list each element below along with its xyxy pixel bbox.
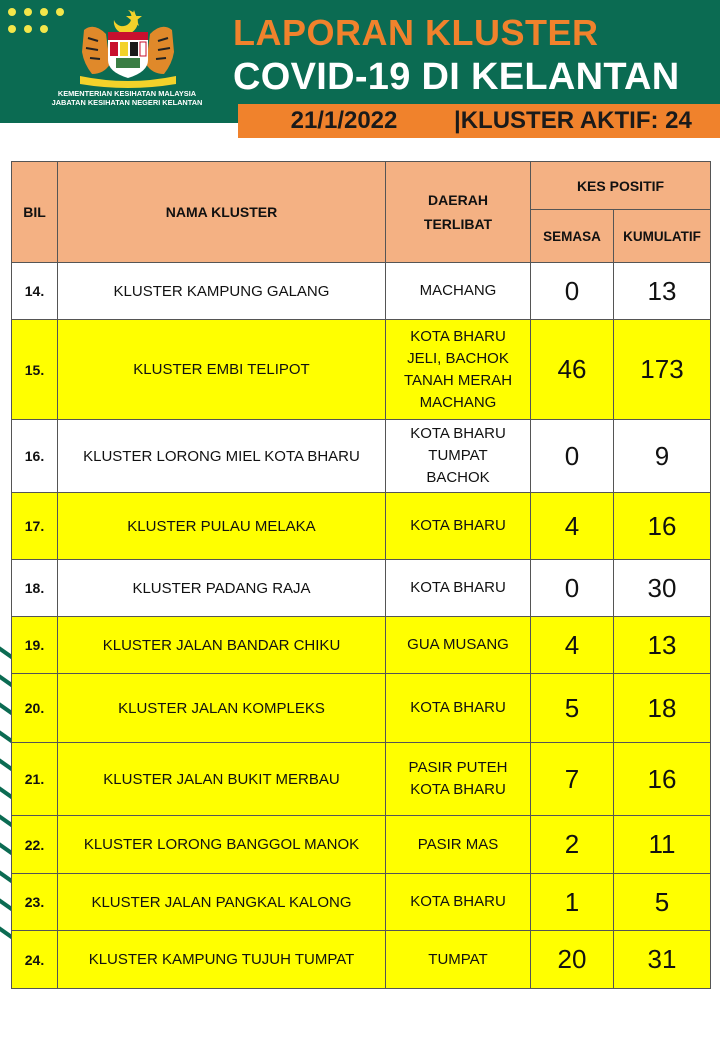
table-row xyxy=(12,560,711,617)
row-districts xyxy=(386,743,531,816)
header-nama-kluster: NAMA KLUSTER xyxy=(58,162,386,263)
row-district: BACHOK xyxy=(426,469,490,486)
row-bil: 24. xyxy=(12,931,58,989)
row-district: JELI, BACHOK xyxy=(407,349,509,367)
row-districts xyxy=(386,560,531,617)
row-semasa: 5 xyxy=(531,674,614,743)
row-cluster-name: KLUSTER EMBI TELIPOT xyxy=(58,320,386,420)
table-row xyxy=(12,617,711,674)
row-kumulatif: 13 xyxy=(614,617,711,674)
decor-dot xyxy=(24,25,32,33)
ministry-name xyxy=(24,89,230,107)
table-row xyxy=(12,743,711,816)
row-bil: 19. xyxy=(12,617,58,674)
row-district: KOTA BHARU xyxy=(410,517,506,534)
decor-dot xyxy=(8,8,16,16)
row-kumulatif: 16 xyxy=(614,743,711,816)
row-kumulatif: 18 xyxy=(614,674,711,743)
row-kumulatif: 173 xyxy=(614,320,711,420)
row-kumulatif: 30 xyxy=(614,560,711,617)
row-bil: 17. xyxy=(12,493,58,560)
row-bil: 18. xyxy=(12,560,58,617)
row-semasa: 0 xyxy=(531,420,614,493)
row-cluster-name: KLUSTER LORONG MIEL KOTA BHARU xyxy=(58,420,386,493)
row-district: KOTA BHARU xyxy=(410,579,506,596)
row-cluster-name: KLUSTER PADANG RAJA xyxy=(58,560,386,617)
row-districts xyxy=(386,874,531,931)
row-bil: 16. xyxy=(12,420,58,493)
header-daerah-line-1: DAERAH xyxy=(428,192,488,208)
row-districts xyxy=(386,931,531,989)
row-cluster-name: KLUSTER LORONG BANGGOL MANOK xyxy=(58,816,386,874)
decor-dot xyxy=(56,8,64,16)
row-districts xyxy=(386,493,531,560)
decor-dot xyxy=(40,25,48,33)
row-district: MACHANG xyxy=(419,393,497,411)
row-bil: 14. xyxy=(12,263,58,320)
report-date: 21/1/2022 xyxy=(290,107,398,134)
row-cluster-name: KLUSTER JALAN PANGKAL KALONG xyxy=(58,874,386,931)
header-bil: BIL xyxy=(12,162,58,263)
row-districts xyxy=(386,420,531,493)
row-semasa: 7 xyxy=(531,743,614,816)
row-district: PASIR MAS xyxy=(417,835,499,853)
row-semasa: 4 xyxy=(531,493,614,560)
header-semasa: SEMASA xyxy=(531,210,614,263)
row-semasa: 0 xyxy=(531,263,614,320)
row-semasa: 4 xyxy=(531,617,614,674)
table-row xyxy=(12,263,711,320)
row-bil: 20. xyxy=(12,674,58,743)
row-kumulatif: 9 xyxy=(614,420,711,493)
row-bil: 22. xyxy=(12,816,58,874)
row-districts xyxy=(386,816,531,874)
decor-dot xyxy=(8,25,16,33)
row-districts xyxy=(386,263,531,320)
active-cluster-badge xyxy=(450,104,720,138)
row-district: TUMPAT xyxy=(428,447,488,464)
cluster-table xyxy=(11,161,711,989)
row-kumulatif: 16 xyxy=(614,493,711,560)
row-cluster-name: KLUSTER JALAN KOMPLEKS xyxy=(58,674,386,743)
row-semasa: 46 xyxy=(531,320,614,420)
row-cluster-name: KLUSTER JALAN BUKIT MERBAU xyxy=(58,743,386,816)
row-semasa: 0 xyxy=(531,560,614,617)
table-row xyxy=(12,816,711,874)
row-district: MACHANG xyxy=(419,282,497,299)
row-cluster-name: KLUSTER PULAU MELAKA xyxy=(58,493,386,560)
row-bil: 15. xyxy=(12,320,58,420)
row-kumulatif: 11 xyxy=(614,816,711,874)
coat-of-arms-icon xyxy=(70,6,186,88)
row-district: KOTA BHARU xyxy=(410,893,506,910)
table-row xyxy=(12,874,711,931)
row-district: PASIR PUTEH xyxy=(408,759,508,776)
page-title-line-2: COVID-19 DI KELANTAN xyxy=(233,56,680,98)
row-districts xyxy=(386,617,531,674)
row-semasa: 2 xyxy=(531,816,614,874)
table-row xyxy=(12,320,711,420)
date-badge xyxy=(238,104,450,138)
row-districts xyxy=(386,674,531,743)
row-bil: 21. xyxy=(12,743,58,816)
header-daerah-line-2: TERLIBAT xyxy=(423,216,493,232)
ministry-line-2: JABATAN KESIHATAN NEGERI KELANTAN xyxy=(51,98,203,107)
row-district: KOTA BHARU xyxy=(410,699,506,716)
row-kumulatif: 5 xyxy=(614,874,711,931)
ministry-line-1: KEMENTERIAN KESIHATAN MALAYSIA xyxy=(57,89,197,98)
table-row xyxy=(12,420,711,493)
row-cluster-name: KLUSTER KAMPUNG GALANG xyxy=(58,263,386,320)
row-cluster-name: KLUSTER JALAN BANDAR CHIKU xyxy=(58,617,386,674)
page-title-line-1: LAPORAN KLUSTER xyxy=(233,12,599,53)
row-bil: 23. xyxy=(12,874,58,931)
table-row xyxy=(12,931,711,989)
row-district: KOTA BHARU xyxy=(410,781,506,798)
decor-dot xyxy=(40,8,48,16)
row-district: TUMPAT xyxy=(428,950,488,968)
row-district: KOTA BHARU xyxy=(410,425,506,442)
row-cluster-name: KLUSTER KAMPUNG TUJUH TUMPAT xyxy=(58,931,386,989)
header-kumulatif: KUMULATIF xyxy=(614,210,711,263)
row-district: KOTA BHARU xyxy=(410,327,506,345)
row-district: TANAH MERAH xyxy=(403,371,513,389)
header-daerah-terlibat xyxy=(386,162,531,263)
active-cluster-count: |KLUSTER AKTIF: 24 xyxy=(454,107,692,134)
header-kes-positif: KES POSITIF xyxy=(531,162,711,210)
table-row xyxy=(12,493,711,560)
row-kumulatif: 13 xyxy=(614,263,711,320)
table-row xyxy=(12,674,711,743)
row-district: GUA MUSANG xyxy=(407,636,509,653)
row-semasa: 1 xyxy=(531,874,614,931)
row-kumulatif: 31 xyxy=(614,931,711,989)
cluster-table-body xyxy=(12,263,711,989)
decor-dot xyxy=(24,8,32,16)
row-semasa: 20 xyxy=(531,931,614,989)
row-districts xyxy=(386,320,531,420)
